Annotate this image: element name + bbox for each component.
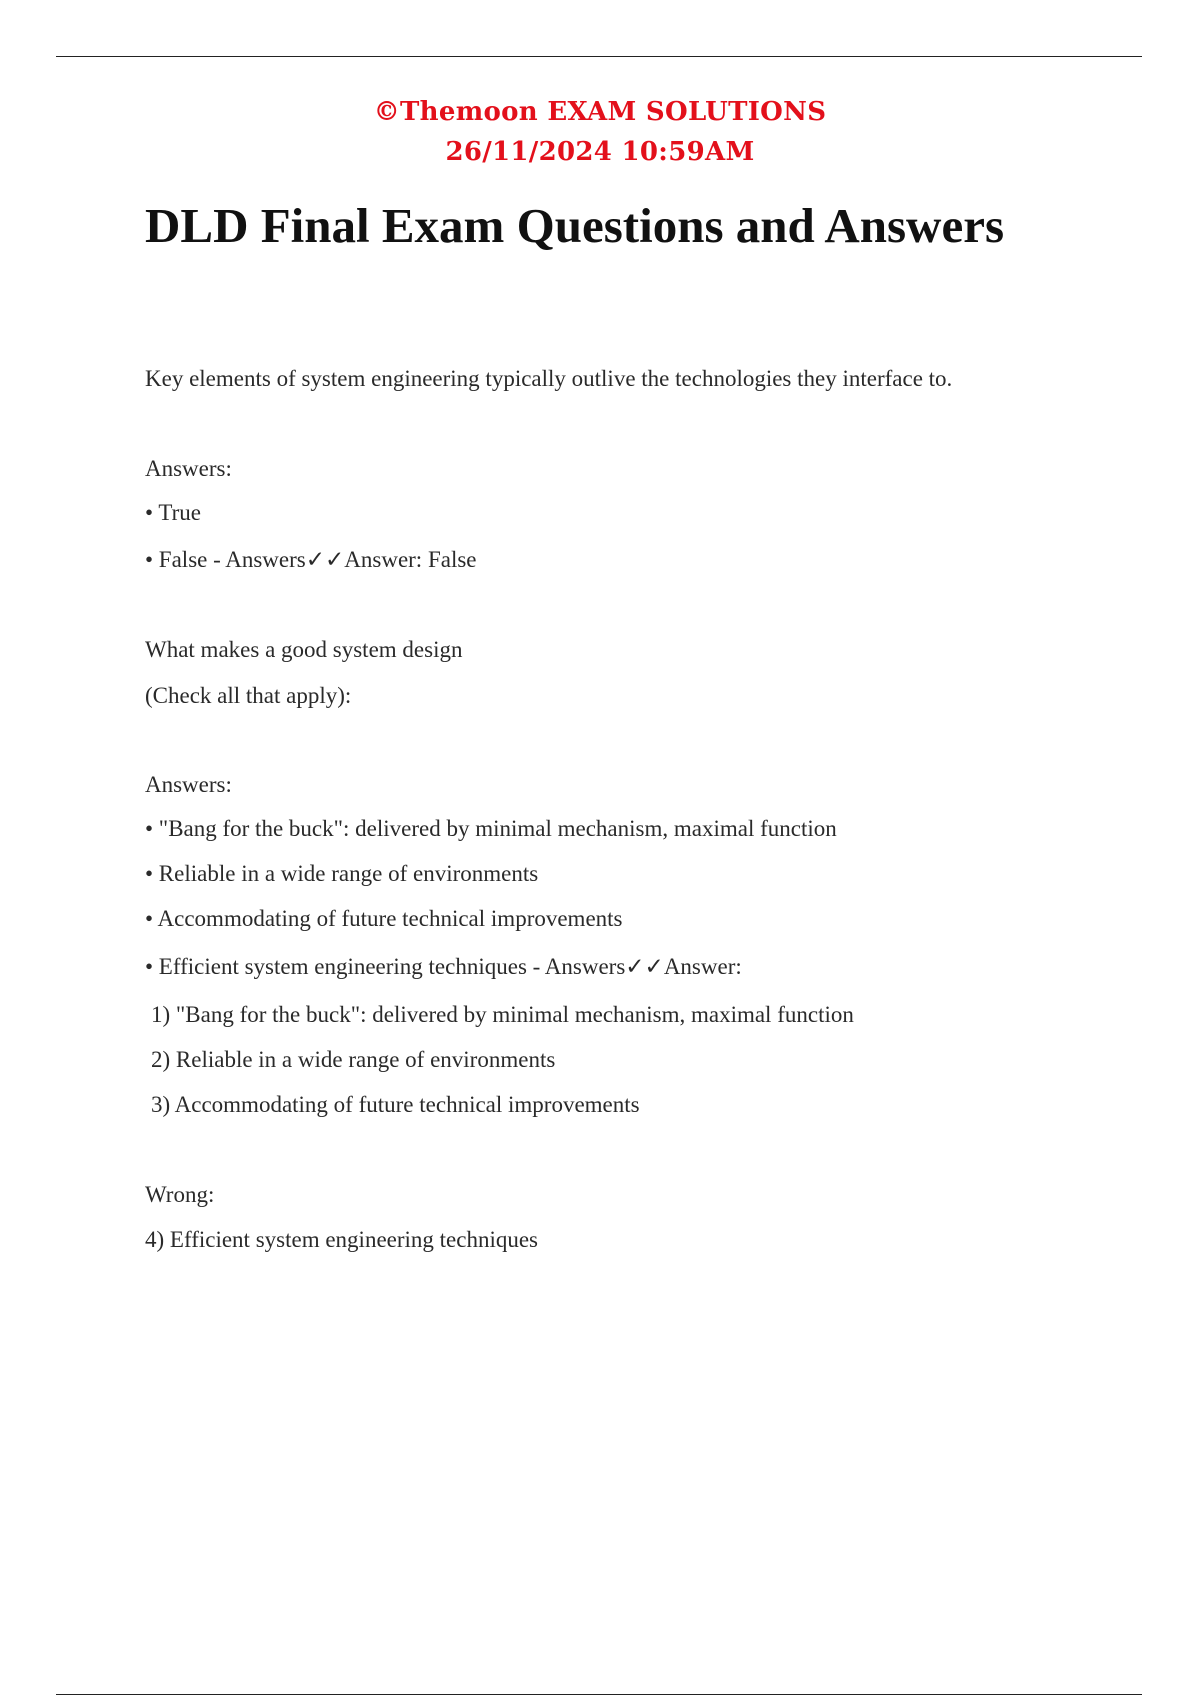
question-1-option: • False - Answers✓✓Answer: False (145, 547, 477, 572)
question-2-correct-item: 3) Accommodating of future technical improvements (151, 1092, 640, 1117)
question-2-option: • Reliable in a wide range of environments (145, 861, 539, 886)
question-2-wrong-label: Wrong: (145, 1182, 215, 1207)
bottom-rule (56, 1694, 1142, 1695)
question-2-wrong-item: 4) Efficient system engineering techniques (145, 1227, 539, 1252)
watermark-header (0, 92, 1200, 172)
question-2-text: What makes a good system design (145, 637, 463, 662)
question-2-option: • Efficient system engineering techniques - Answers✓✓Answer: (145, 954, 742, 979)
top-rule (56, 56, 1142, 57)
question-2-correct-item: 1) "Bang for the buck": delivered by minimal mechanism, maximal function (151, 1002, 854, 1027)
document-title: DLD Final Exam Questions and Answers (145, 198, 1005, 253)
question-1-option: • True (145, 500, 201, 525)
document-body (145, 364, 1120, 1255)
question-1-answers-label: Answers: (145, 456, 232, 481)
watermark-line-2: 26/11/2024 10:59AM (445, 137, 755, 167)
question-2-subtext: (Check all that apply): (145, 683, 352, 708)
question-1-text: Key elements of system engineering typically outlive the technologies they interface to. (145, 366, 953, 391)
watermark-line-1: ©Themoon EXAM SOLUTIONS (373, 97, 827, 127)
question-2-option: • Accommodating of future technical improvements (145, 906, 623, 931)
question-2-answers-label: Answers: (145, 772, 232, 797)
question-2-correct-item: 2) Reliable in a wide range of environments (151, 1047, 556, 1072)
question-2-option: • "Bang for the buck": delivered by minimal mechanism, maximal function (145, 816, 837, 841)
